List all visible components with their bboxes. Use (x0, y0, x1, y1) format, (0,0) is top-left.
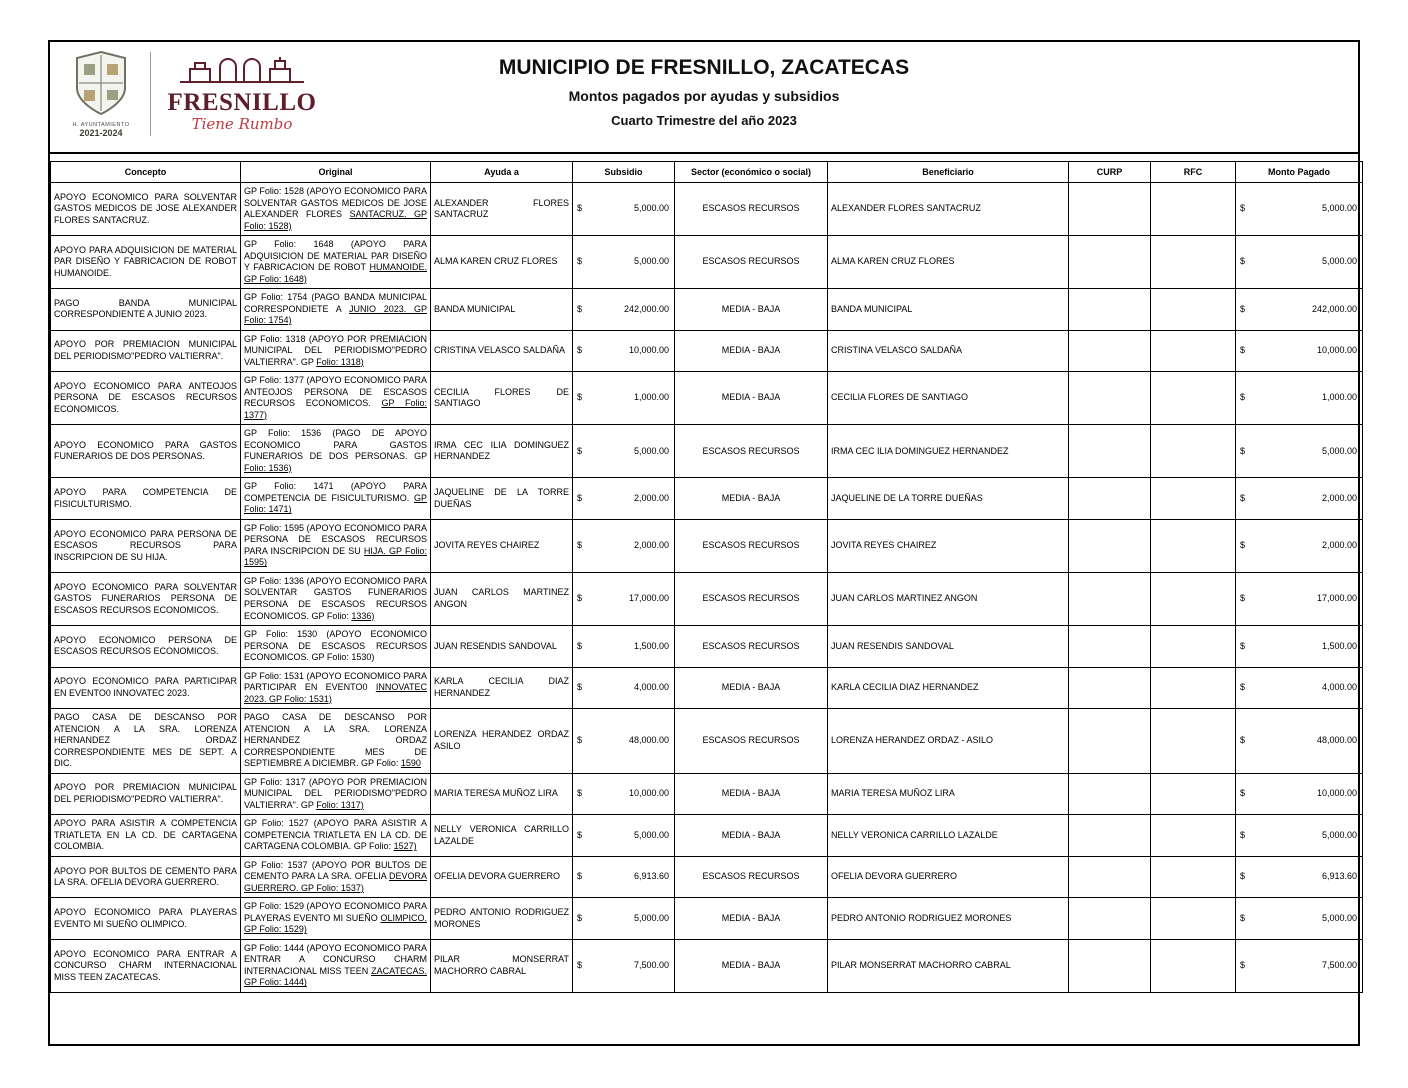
table-row (51, 183, 1363, 236)
cell-ayuda-a: CECILIA FLORES DE SANTIAGO (431, 372, 573, 425)
cell-rfc (1151, 236, 1236, 289)
cell-original: GP Folio: 1318 (APOYO POR PREMIACION MUNICIPAL DEL PERIODISMO"PEDRO VALTIERRA". GP Folio: 1318) (241, 330, 431, 372)
currency-symbol: $ (1240, 871, 1246, 882)
cell-rfc (1151, 572, 1236, 625)
cell-monto-pagado: $ 242,000.00 (1236, 289, 1363, 331)
cell-curp (1069, 425, 1151, 478)
cell-subsidio: $ 4,000.00 (573, 667, 675, 709)
cell-ayuda-a: JUAN CARLOS MARTINEZ ANGON (431, 572, 573, 625)
column-header-2: Ayuda a (431, 162, 573, 183)
cell-curp (1069, 667, 1151, 709)
cell-concepto: APOYO PARA COMPETENCIA DE FISICULTURISMO. (51, 478, 241, 520)
currency-symbol: $ (577, 345, 583, 356)
currency-symbol: $ (1240, 829, 1246, 840)
cell-beneficiario: KARLA CECILIA DIAZ HERNANDEZ (828, 667, 1069, 709)
column-header-0: Concepto (51, 162, 241, 183)
cell-monto-pagado: $ 1,500.00 (1236, 626, 1363, 668)
cell-monto-pagado: $ 4,000.00 (1236, 667, 1363, 709)
folio-reference: 1336) (351, 610, 375, 621)
cell-rfc (1151, 773, 1236, 815)
cell-subsidio: $ 2,000.00 (573, 519, 675, 572)
cell-sector: MEDIA - BAJA (675, 289, 828, 331)
cell-curp (1069, 898, 1151, 940)
cell-rfc (1151, 289, 1236, 331)
table-row (51, 939, 1363, 992)
cell-curp (1069, 236, 1151, 289)
column-header-4: Sector (económico o social) (675, 162, 828, 183)
folio-reference: HIJA. GP Folio: 1595) (244, 545, 427, 568)
cell-sector: ESCASOS RECURSOS (675, 519, 828, 572)
table-row (51, 626, 1363, 668)
cell-monto-pagado: $ 5,000.00 (1236, 898, 1363, 940)
cell-original: GP Folio: 1471 (APOYO PARA COMPETENCIA DE FISICULTURISMO. GP Folio: 1471) (241, 478, 431, 520)
table-row (51, 478, 1363, 520)
cell-ayuda-a: IRMA CEC ILIA DOMINGUEZ HERNANDEZ (431, 425, 573, 478)
folio-reference: Folio: 1536) (244, 462, 292, 473)
cell-ayuda-a: JUAN RESENDIS SANDOVAL (431, 626, 573, 668)
currency-symbol: $ (577, 871, 583, 882)
cell-original: GP Folio: 1648 (APOYO PARA ADQUISICION DE MATERIAL PAR DISEÑO Y FABRICACION DE ROBOT HUMANOIDE. GP Folio: 1648) (241, 236, 431, 289)
cell-beneficiario: JUAN CARLOS MARTINEZ ANGON (828, 572, 1069, 625)
currency-symbol: $ (577, 788, 583, 799)
cell-ayuda-a: PEDRO ANTONIO RODRIGUEZ MORONES (431, 898, 573, 940)
table-row (51, 330, 1363, 372)
cell-original: GP Folio: 1527 (APOYO PARA ASISTIR A COMPETENCIA TRIATLETA EN LA CD. DE CARTAGENA COLOMBIA. GP Folio: 1527) (241, 815, 431, 857)
cell-sector: ESCASOS RECURSOS (675, 236, 828, 289)
cell-monto-pagado: $ 1,000.00 (1236, 372, 1363, 425)
cell-curp (1069, 289, 1151, 331)
cell-monto-pagado: $ 7,500.00 (1236, 939, 1363, 992)
cell-ayuda-a: NELLY VERONICA CARRILLO LAZALDE (431, 815, 573, 857)
cell-sector: MEDIA - BAJA (675, 667, 828, 709)
cell-subsidio: $ 48,000.00 (573, 709, 675, 774)
cell-beneficiario: MARIA TERESA MUÑOZ LIRA (828, 773, 1069, 815)
cell-ayuda-a: CRISTINA VELASCO SALDAÑA (431, 330, 573, 372)
table-row (51, 572, 1363, 625)
cell-sector: ESCASOS RECURSOS (675, 856, 828, 898)
cell-subsidio: $ 2,000.00 (573, 478, 675, 520)
currency-symbol: $ (577, 203, 583, 214)
cell-rfc (1151, 478, 1236, 520)
currency-symbol: $ (1240, 256, 1246, 267)
folio-reference: SANTACRUZ. GP Folio: 1528) (244, 209, 427, 231)
currency-symbol: $ (1240, 392, 1246, 403)
cell-rfc (1151, 709, 1236, 774)
currency-symbol: $ (1240, 445, 1246, 456)
cell-rfc (1151, 330, 1236, 372)
currency-symbol: $ (577, 960, 583, 971)
cell-concepto: APOYO ECONOMICO PARA SOLVENTAR GASTOS MEDICOS DE JOSE ALEXANDER FLORES SANTACRUZ. (51, 183, 241, 236)
cell-ayuda-a: BANDA MUNICIPAL (431, 289, 573, 331)
cell-ayuda-a: JOVITA REYES CHAIREZ (431, 519, 573, 572)
currency-symbol: $ (577, 492, 583, 503)
cell-concepto: APOYO ECONOMICO PARA GASTOS FUNERARIOS DE DOS PERSONAS. (51, 425, 241, 478)
table-row (51, 236, 1363, 289)
document-page (48, 40, 1360, 1046)
cell-original: GP Folio: 1531 (APOYO ECONOMICO PARA PARTICIPAR EN EVENTO0 INNOVATEC 2023. GP Folio: 1531) (241, 667, 431, 709)
table-row (51, 709, 1363, 774)
cell-original: GP Folio: 1336 (APOYO ECONOMICO PARA SOLVENTAR GASTOS FUNERARIOS PERSONA DE ESCASOS RECURSOS ECONOMICOS. GP Folio: 1336) (241, 572, 431, 625)
cell-concepto: APOYO PARA ADQUISICION DE MATERIAL PAR DISEÑO Y FABRICACION DE ROBOT HUMANOIDE. (51, 236, 241, 289)
currency-symbol: $ (577, 392, 583, 403)
cell-sector: MEDIA - BAJA (675, 478, 828, 520)
cell-beneficiario: OFELIA DEVORA GUERRERO (828, 856, 1069, 898)
cell-beneficiario: JAQUELINE DE LA TORRE DUEÑAS (828, 478, 1069, 520)
column-header-7: RFC (1151, 162, 1236, 183)
page-subtitle: Montos pagados por ayudas y subsidios (568, 88, 840, 104)
document-header (50, 42, 1358, 154)
cell-original: GP Folio: 1529 (APOYO ECONOMICO PARA PLAYERAS EVENTO MI SUEÑO OLIMPICO. GP Folio: 1529) (241, 898, 431, 940)
cell-sector: ESCASOS RECURSOS (675, 425, 828, 478)
report-period: Cuarto Trimestre del año 2023 (611, 113, 797, 128)
cell-rfc (1151, 856, 1236, 898)
cell-monto-pagado: $ 17,000.00 (1236, 572, 1363, 625)
currency-symbol: $ (577, 640, 583, 651)
municipal-crest (64, 50, 138, 138)
cell-concepto: APOYO ECONOMICO PARA ANTEOJOS PERSONA DE ESCASOS RECURSOS ECONOMICOS. (51, 372, 241, 425)
cell-monto-pagado: $ 48,000.00 (1236, 709, 1363, 774)
cell-rfc (1151, 425, 1236, 478)
cell-sector: MEDIA - BAJA (675, 939, 828, 992)
cell-monto-pagado: $ 6,913.60 (1236, 856, 1363, 898)
cell-subsidio: $ 17,000.00 (573, 572, 675, 625)
currency-symbol: $ (577, 540, 583, 551)
cell-curp (1069, 773, 1151, 815)
cell-curp (1069, 478, 1151, 520)
folio-reference: INNOVATEC 2023. GP Folio: 1531) (244, 682, 427, 704)
currency-symbol: $ (577, 829, 583, 840)
cell-sector: ESCASOS RECURSOS (675, 572, 828, 625)
currency-symbol: $ (1240, 960, 1246, 971)
currency-symbol: $ (577, 303, 583, 314)
table-row (51, 667, 1363, 709)
cell-monto-pagado: $ 5,000.00 (1236, 815, 1363, 857)
cell-rfc (1151, 939, 1236, 992)
cell-curp (1069, 709, 1151, 774)
currency-symbol: $ (577, 256, 583, 267)
folio-reference: Folio: 1318) (316, 356, 364, 367)
cell-sector: MEDIA - BAJA (675, 773, 828, 815)
cell-beneficiario: ALEXANDER FLORES SANTACRUZ (828, 183, 1069, 236)
cell-ayuda-a: KARLA CECILIA DIAZ HERNANDEZ (431, 667, 573, 709)
folio-reference: GP Folio: 1377) (244, 398, 427, 420)
table-row (51, 898, 1363, 940)
currency-symbol: $ (1240, 912, 1246, 923)
folio-reference: Folio: 1317) (316, 799, 364, 810)
cell-original: GP Folio: 1536 (PAGO DE APOYO ECONOMICO PARA GASTOS FUNERARIOS DE DOS PERSONAS. GP Folio: 1536) (241, 425, 431, 478)
cell-beneficiario: CRISTINA VELASCO SALDAÑA (828, 330, 1069, 372)
table-row (51, 372, 1363, 425)
cell-rfc (1151, 626, 1236, 668)
brand-name: FRESNILLO (167, 88, 317, 116)
currency-symbol: $ (577, 445, 583, 456)
cell-concepto: APOYO ECONOMICO PARA ENTRAR A CONCURSO CHARM INTERNACIONAL MISS TEEN ZACATECAS. (51, 939, 241, 992)
cell-ayuda-a: ALEXANDER FLORES SANTACRUZ (431, 183, 573, 236)
cell-concepto: APOYO POR BULTOS DE CEMENTO PARA LA SRA. OFELIA DEVORA GUERRERO. (51, 856, 241, 898)
currency-symbol: $ (1240, 735, 1246, 746)
cell-concepto: APOYO ECONOMICO PARA PERSONA DE ESCASOS RECURSOS PARA INSCRIPCION DE SU HIJA. (51, 519, 241, 572)
cell-subsidio: $ 242,000.00 (573, 289, 675, 331)
building-silhouette-icon (176, 56, 308, 89)
currency-symbol: $ (1240, 492, 1246, 503)
cell-subsidio: $ 5,000.00 (573, 236, 675, 289)
cell-subsidio: $ 1,000.00 (573, 372, 675, 425)
cell-subsidio: $ 5,000.00 (573, 898, 675, 940)
currency-symbol: $ (1240, 682, 1246, 693)
cell-beneficiario: PEDRO ANTONIO RODRIGUEZ MORONES (828, 898, 1069, 940)
cell-subsidio: $ 10,000.00 (573, 773, 675, 815)
table-row (51, 425, 1363, 478)
currency-symbol: $ (577, 912, 583, 923)
cell-curp (1069, 519, 1151, 572)
page-title: MUNICIPIO DE FRESNILLO, ZACATECAS (498, 56, 910, 79)
column-header-5: Beneficiario (828, 162, 1069, 183)
cell-original: GP Folio: 1317 (APOYO POR PREMIACION MUNICIPAL DEL PERIODISMO"PEDRO VALTIERRA". GP Folio: 1317) (241, 773, 431, 815)
folio-reference: HUMANOIDE. GP Folio: 1648) (244, 262, 427, 284)
cell-original: GP Folio: 1528 (APOYO ECONOMICO PARA SOLVENTAR GASTOS MEDICOS DE JOSE ALEXANDER FLORES SANTACRUZ. GP Folio: 1528) (241, 183, 431, 236)
cell-sector: ESCASOS RECURSOS (675, 709, 828, 774)
cell-rfc (1151, 898, 1236, 940)
cell-subsidio: $ 7,500.00 (573, 939, 675, 992)
subsidies-table (50, 161, 1363, 993)
cell-subsidio: $ 5,000.00 (573, 183, 675, 236)
crest-caption: H. AYUNTAMIENTO (72, 122, 130, 128)
table-row (51, 773, 1363, 815)
cell-ayuda-a: MARIA TERESA MUÑOZ LIRA (431, 773, 573, 815)
cell-monto-pagado: $ 2,000.00 (1236, 478, 1363, 520)
table-body (51, 183, 1363, 993)
folio-reference: 1590 (400, 758, 421, 769)
cell-sector: MEDIA - BAJA (675, 372, 828, 425)
cell-ayuda-a: OFELIA DEVORA GUERRERO (431, 856, 573, 898)
currency-symbol: $ (577, 593, 583, 604)
cell-concepto: APOYO POR PREMIACION MUNICIPAL DEL PERIODISMO"PEDRO VALTIERRA". (51, 330, 241, 372)
column-header-1: Original (241, 162, 431, 183)
currency-symbol: $ (1240, 640, 1246, 651)
folio-reference: JUNIO 2023. GP Folio: 1754) (244, 303, 427, 326)
cell-subsidio: $ 5,000.00 (573, 425, 675, 478)
cell-ayuda-a: ALMA KAREN CRUZ FLORES (431, 236, 573, 289)
currency-symbol: $ (1240, 303, 1246, 314)
cell-curp (1069, 815, 1151, 857)
currency-symbol: $ (1240, 203, 1246, 214)
cell-monto-pagado: $ 5,000.00 (1236, 425, 1363, 478)
folio-reference: DEVORA GUERRERO. GP Folio: 1537) (244, 871, 427, 893)
cell-original: GP Folio: 1530 (APOYO ECONOMICO PERSONA DE ESCASOS RECURSOS ECONOMICOS. GP Folio: 1530) (241, 626, 431, 668)
cell-concepto: APOYO ECONOMICO PARA PLAYERAS EVENTO MI SUEÑO OLIMPICO. (51, 898, 241, 940)
cell-sector: MEDIA - BAJA (675, 815, 828, 857)
cell-beneficiario: NELLY VERONICA CARRILLO LAZALDE (828, 815, 1069, 857)
cell-original: GP Folio: 1377 (APOYO ECONOMICO PARA ANTEOJOS PERSONA DE ESCASOS RECURSOS ECONOMICOS. GP Folio: 1377) (241, 372, 431, 425)
cell-concepto: APOYO ECONOMICO PARA SOLVENTAR GASTOS FUNERARIOS PERSONA DE ESCASOS RECURSOS ECONOMICOS. (51, 572, 241, 625)
cell-original: GP Folio: 1444 (APOYO ECONOMICO PARA ENTRAR A CONCURSO CHARM INTERNACIONAL MISS TEEN ZACATECAS. GP Folio: 1444) (241, 939, 431, 992)
cell-subsidio: $ 6,913.60 (573, 856, 675, 898)
cell-ayuda-a: PILAR MONSERRAT MACHORRO CABRAL (431, 939, 573, 992)
cell-beneficiario: JOVITA REYES CHAIREZ (828, 519, 1069, 572)
cell-curp (1069, 572, 1151, 625)
table-row (51, 519, 1363, 572)
cell-beneficiario: LORENZA HERANDEZ ORDAZ - ASILO (828, 709, 1069, 774)
cell-concepto: APOYO PARA ASISTIR A COMPETENCIA TRIATLETA EN LA CD. DE CARTAGENA COLOMBIA. (51, 815, 241, 857)
cell-rfc (1151, 519, 1236, 572)
table-row (51, 289, 1363, 331)
cell-original: GP Folio: 1595 (APOYO ECONOMICO PARA PERSONA DE ESCASOS RECURSOS PARA INSCRIPCION DE SU HIJA. GP Folio: 1595) (241, 519, 431, 572)
table-row (51, 856, 1363, 898)
cell-sector: MEDIA - BAJA (675, 898, 828, 940)
folio-reference: OLIMPICO. GP Folio: 1529) (244, 912, 427, 935)
crest-years: 2021-2024 (79, 128, 123, 138)
currency-symbol: $ (1240, 345, 1246, 356)
cell-concepto: APOYO POR PREMIACION MUNICIPAL DEL PERIODISMO"PEDRO VALTIERRA". (51, 773, 241, 815)
cell-curp (1069, 183, 1151, 236)
cell-curp (1069, 626, 1151, 668)
cell-ayuda-a: JAQUELINE DE LA TORRE DUEÑAS (431, 478, 573, 520)
column-header-6: CURP (1069, 162, 1151, 183)
cell-monto-pagado: $ 10,000.00 (1236, 773, 1363, 815)
column-header-3: Subsidio (573, 162, 675, 183)
cell-subsidio: $ 10,000.00 (573, 330, 675, 372)
cell-concepto: APOYO ECONOMICO PARA PARTICIPAR EN EVENTO0 INNOVATEC 2023. (51, 667, 241, 709)
cell-subsidio: $ 1,500.00 (573, 626, 675, 668)
cell-curp (1069, 856, 1151, 898)
currency-symbol: $ (577, 735, 583, 746)
cell-monto-pagado: $ 5,000.00 (1236, 236, 1363, 289)
fresnillo-logo (163, 56, 321, 133)
cell-subsidio: $ 5,000.00 (573, 815, 675, 857)
table-row (51, 815, 1363, 857)
cell-concepto: PAGO CASA DE DESCANSO POR ATENCION A LA SRA. LORENZA HERNANDEZ ORDAZ CORRESPONDIENTE MES DE SEPT. A DIC. (51, 709, 241, 774)
logo-divider (150, 52, 151, 136)
cell-sector: ESCASOS RECURSOS (675, 183, 828, 236)
cell-beneficiario: BANDA MUNICIPAL (828, 289, 1069, 331)
cell-original: GP Folio: 1754 (PAGO BANDA MUNICIPAL CORRESPONDIETE A JUNIO 2023. GP Folio: 1754) (241, 289, 431, 331)
logo-area (64, 50, 321, 138)
cell-concepto: PAGO BANDA MUNICIPAL CORRESPONDIENTE A JUNIO 2023. (51, 289, 241, 331)
cell-beneficiario: CECILIA FLORES DE SANTIAGO (828, 372, 1069, 425)
cell-rfc (1151, 667, 1236, 709)
cell-monto-pagado: $ 10,000.00 (1236, 330, 1363, 372)
currency-symbol: $ (577, 682, 583, 693)
brand-tagline: Tiene Rumbo (191, 114, 293, 133)
cell-ayuda-a: LORENZA HERANDEZ ORDAZ ASILO (431, 709, 573, 774)
folio-reference: GP Folio: 1471) (244, 492, 427, 515)
cell-curp (1069, 939, 1151, 992)
cell-monto-pagado: $ 5,000.00 (1236, 183, 1363, 236)
cell-concepto: APOYO ECONOMICO PERSONA DE ESCASOS RECURSOS ECONOMICOS. (51, 626, 241, 668)
currency-symbol: $ (1240, 788, 1246, 799)
cell-curp (1069, 372, 1151, 425)
cell-beneficiario: PILAR MONSERRAT MACHORRO CABRAL (828, 939, 1069, 992)
cell-rfc (1151, 815, 1236, 857)
cell-rfc (1151, 183, 1236, 236)
cell-original: GP Folio: 1537 (APOYO POR BULTOS DE CEMENTO PARA LA SRA. OFELIA DEVORA GUERRERO. GP Folio: 1537) (241, 856, 431, 898)
cell-sector: MEDIA - BAJA (675, 330, 828, 372)
table-header-row (51, 162, 1363, 183)
currency-symbol: $ (1240, 540, 1246, 551)
cell-beneficiario: IRMA CEC ILIA DOMINGUEZ HERNANDEZ (828, 425, 1069, 478)
cell-beneficiario: ALMA KAREN CRUZ FLORES (828, 236, 1069, 289)
folio-reference: 1527) (393, 841, 417, 852)
cell-original: PAGO CASA DE DESCANSO POR ATENCION A LA SRA. LORENZA HERNANDEZ ORDAZ CORRESPONDIENTE MES DE SEPTIEMBRE A DICIEMBR. GP Folio: 1590 (241, 709, 431, 774)
crest-shield-icon (73, 50, 129, 121)
column-header-8: Monto Pagado (1236, 162, 1363, 183)
currency-symbol: $ (1240, 593, 1246, 604)
cell-beneficiario: JUAN RESENDIS SANDOVAL (828, 626, 1069, 668)
cell-sector: ESCASOS RECURSOS (675, 626, 828, 668)
folio-reference: ZACATECAS. GP Folio: 1444) (244, 965, 427, 988)
cell-rfc (1151, 372, 1236, 425)
cell-monto-pagado: $ 2,000.00 (1236, 519, 1363, 572)
cell-curp (1069, 330, 1151, 372)
